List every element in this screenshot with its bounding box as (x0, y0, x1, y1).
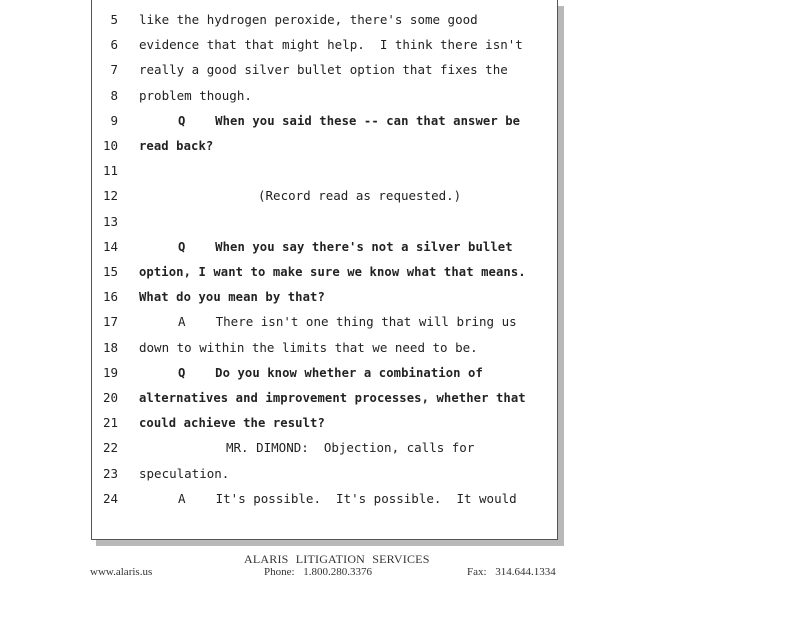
line-text: could achieve the result? (139, 416, 325, 431)
transcript-line (92, 287, 558, 307)
transcript-line (92, 212, 558, 232)
line-text: option, I want to make sure we know what that means. (139, 265, 526, 279)
transcript-line (92, 413, 558, 433)
line-number: 21 (102, 415, 118, 431)
line-number: 10 (102, 138, 118, 153)
line-number: 20 (102, 390, 118, 405)
line-number: 8 (110, 87, 118, 103)
line-text: A There isn't one thing that will bring us (178, 314, 517, 330)
transcript-line (92, 35, 558, 55)
line-number: 22 (102, 440, 118, 456)
line-number: 11 (102, 163, 118, 179)
transcript-line (92, 136, 558, 156)
line-number: 23 (102, 465, 118, 481)
line-text: down to within the limits that we need to be. (139, 339, 478, 355)
transcript-line (92, 464, 558, 484)
line-number: 9 (110, 112, 118, 128)
footer-fax: Fax: 314.644.1334 (467, 566, 556, 578)
line-text: (Record read as requested.) (258, 188, 462, 204)
transcript-line (92, 86, 558, 106)
line-text: Q When you said these -- can that answer be (178, 113, 521, 128)
transcript-line (92, 60, 558, 80)
line-number: 24 (102, 490, 118, 506)
line-text: read back? (139, 139, 214, 153)
transcript-line (92, 186, 558, 206)
line-number: 13 (102, 213, 118, 229)
line-text: really a good silver bullet option that fixes the (139, 62, 508, 78)
line-number: 7 (110, 62, 118, 78)
transcript-line (92, 438, 558, 458)
line-number: 18 (102, 339, 118, 355)
line-number: 12 (102, 188, 118, 204)
transcript-line (92, 262, 558, 282)
line-text: MR. DIMOND: Objection, calls for (226, 440, 475, 456)
line-text: Q Do you know whether a combination of (178, 365, 483, 380)
line-text: Q When you say there's not a silver bullet (178, 239, 513, 254)
line-text: What do you mean by that? (139, 290, 325, 305)
line-number: 14 (102, 238, 118, 254)
transcript-line (92, 489, 558, 509)
line-text: evidence that that might help. I think there isn't (139, 37, 523, 53)
transcript-page (91, 0, 558, 540)
footer-website: www.alaris.us (90, 566, 153, 578)
transcript-line (92, 237, 558, 257)
transcript-line (92, 111, 558, 131)
footer-company-name: ALARIS LITIGATION SERVICES (244, 552, 430, 566)
line-text: problem though. (139, 87, 252, 103)
line-text: alternatives and improvement processes, whether that (139, 391, 526, 405)
line-text: like the hydrogen peroxide, there's some good (139, 12, 478, 27)
line-number: 16 (102, 289, 118, 305)
line-number: 17 (102, 314, 118, 330)
transcript-line (92, 10, 558, 30)
line-number: 6 (110, 37, 118, 53)
transcript-line (92, 363, 558, 383)
line-number: 15 (102, 264, 118, 279)
line-number: 19 (102, 364, 118, 380)
line-number: 5 (110, 12, 118, 27)
line-text: A It's possible. It's possible. It would (178, 490, 517, 506)
transcript-line (92, 161, 558, 181)
transcript-line (92, 388, 558, 408)
footer-phone: Phone: 1.800.280.3376 (264, 566, 373, 578)
transcript-line (92, 312, 558, 332)
line-text: speculation. (139, 465, 230, 481)
transcript-line (92, 338, 558, 358)
